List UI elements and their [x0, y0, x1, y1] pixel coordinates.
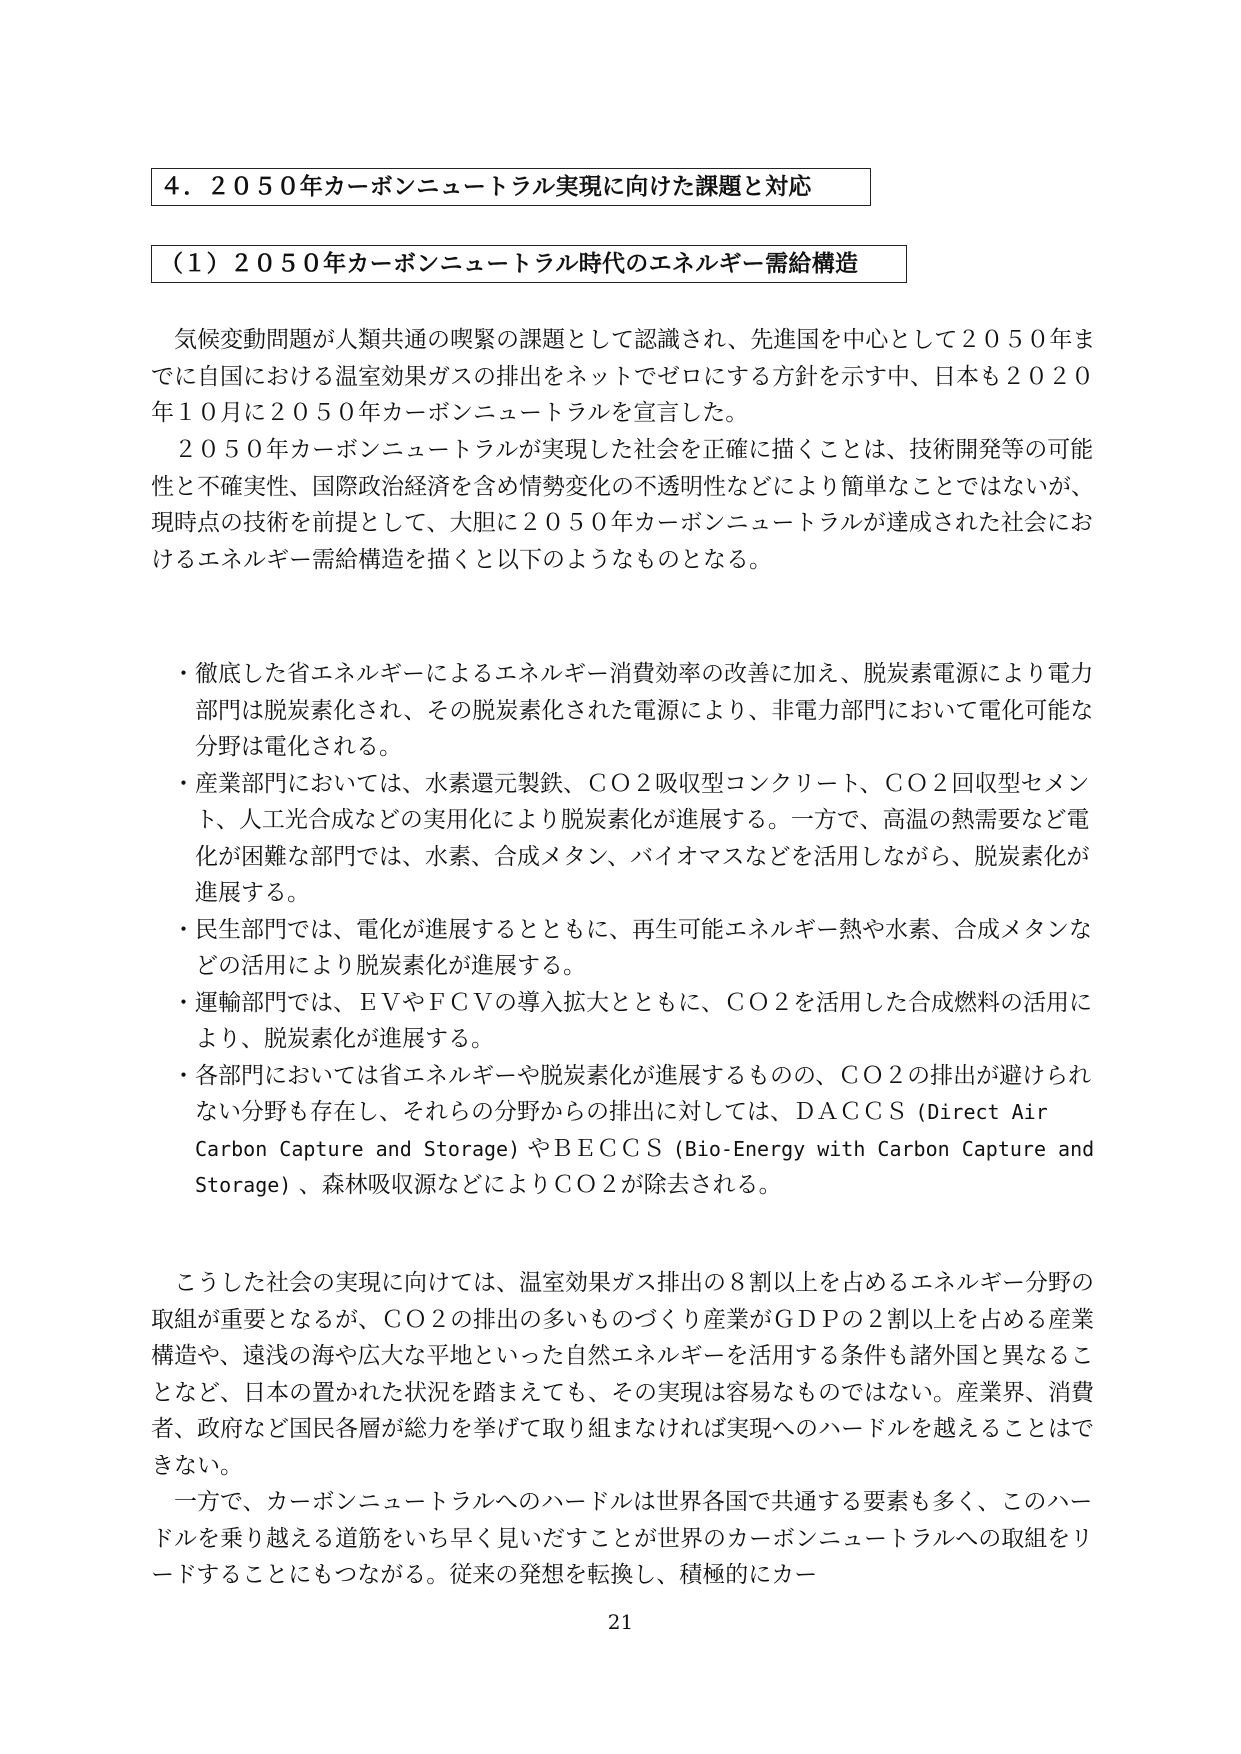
list-item — [172, 656, 1102, 766]
bullet-marker: ・ — [172, 661, 195, 687]
bullet-text: 運輸部門では、ＥＶやＦＣＶの導入拡大とともに、ＣＯ２を活用した合成燃料の活用により、脱炭素化が進展する。 — [195, 989, 1092, 1052]
daccs-definition: (Direct Air Carbon Capture and Storage) — [195, 1100, 1048, 1161]
page-number: 21 — [607, 1610, 634, 1634]
bullet-list — [172, 656, 1102, 1204]
list-item — [172, 985, 1102, 1058]
outro-paragraph-2: 一方で、カーボンニュートラルへのハードルは世界各国で共通する要素も多く、このハードルを乗り越える道筋をいち早く見いだすことが世界のカーボンニュートラルへの取組をリードすることにもつながる。従来の発想を転換し、積極的にカー — [151, 1489, 1094, 1588]
list-item — [172, 766, 1102, 912]
intro-paragraph-2: ２０５０年カーボンニュートラルが実現した社会を正確に描くことは、技術開発等の可能性と不確実性、国際政治経済を含め情勢変化の不透明性などにより簡単なことではないが、現時点の技術を前提として、大胆に２０５０年カーボンニュートラルが達成された社会におけるエネルギー需給構造を描くと以下のようなものとなる。 — [151, 437, 1094, 573]
bullet-marker: ・ — [172, 1062, 195, 1089]
bullet-text-part: 、森林吸収源などによりＣＯ２が除去される。 — [298, 1172, 782, 1198]
bullet-text: 民生部門では、電化が進展するとともに、再生可能エネルギー熱や水素、合成メタンなどの活用により脱炭素化が進展する。 — [195, 916, 1092, 979]
section-heading: ４．２０５０年カーボンニュートラル実現に向けた課題と対応 — [151, 168, 871, 206]
bullet-marker: ・ — [172, 916, 195, 943]
bullet-text: 徹底した省エネルギーによるエネルギー消費効率の改善に加え、脱炭素電源により電力部門は脱炭素化され、その脱炭素化された電源により、非電力部門において電化可能な分野は電化される。 — [195, 661, 1094, 760]
list-item — [172, 912, 1102, 985]
bullet-text: 産業部門においては、水素還元製鉄、ＣＯ２吸収型コンクリート、ＣＯ２回収型セメント、人工光合成などの実用化により脱炭素化が進展する。一方で、高温の熱需要など電化が困難な部門では、水素、合成メタン、バイオマスなどを活用しながら、脱炭素化が進展する。 — [195, 770, 1090, 906]
bullet-text-part: やＢＥＣＣＳ — [527, 1135, 666, 1162]
beccs-definition: (Bio-Energy with Carbon Capture and Storage) — [195, 1136, 1095, 1197]
outro-paragraph-1: こうした社会の実現に向けては、温室効果ガス排出の８割以上を占めるエネルギー分野の取組が重要となるが、ＣＯ２の排出の多いものづくり産業がＧＤＰの２割以上を占める産業構造や、遠浅の海や広大な平地といった自然エネルギーを活用する条件も諸外国と異なることなど、日本の置かれた状況を踏まえても、その実現は容易なものではない。産業界、消費者、政府など国民各層が総力を挙げて取り組まなければ実現へのハードルを越えることはできない。 — [151, 1270, 1094, 1479]
subsection-heading: （１）２０５０年カーボンニュートラル時代のエネルギー需給構造 — [151, 245, 907, 283]
intro-paragraph-1: 気候変動問題が人類共通の喫緊の課題として認識され、先進国を中心として２０５０年までに自国における温室効果ガスの排出をネットでゼロにする方針を示す中、日本も２０２０年１０月に２０５０年カーボンニュートラルを宣言した。 — [151, 327, 1096, 426]
list-item — [172, 1058, 1102, 1204]
bullet-marker: ・ — [172, 989, 195, 1016]
bullet-marker: ・ — [172, 770, 195, 797]
bullet-text-part: 各部門においては省エネルギーや脱炭素化が進展するものの、ＣＯ２の排出が避けられない分野も存在し、それらの分野からの排出に対しては、ＤＡＣＣＳ — [195, 1062, 1092, 1125]
